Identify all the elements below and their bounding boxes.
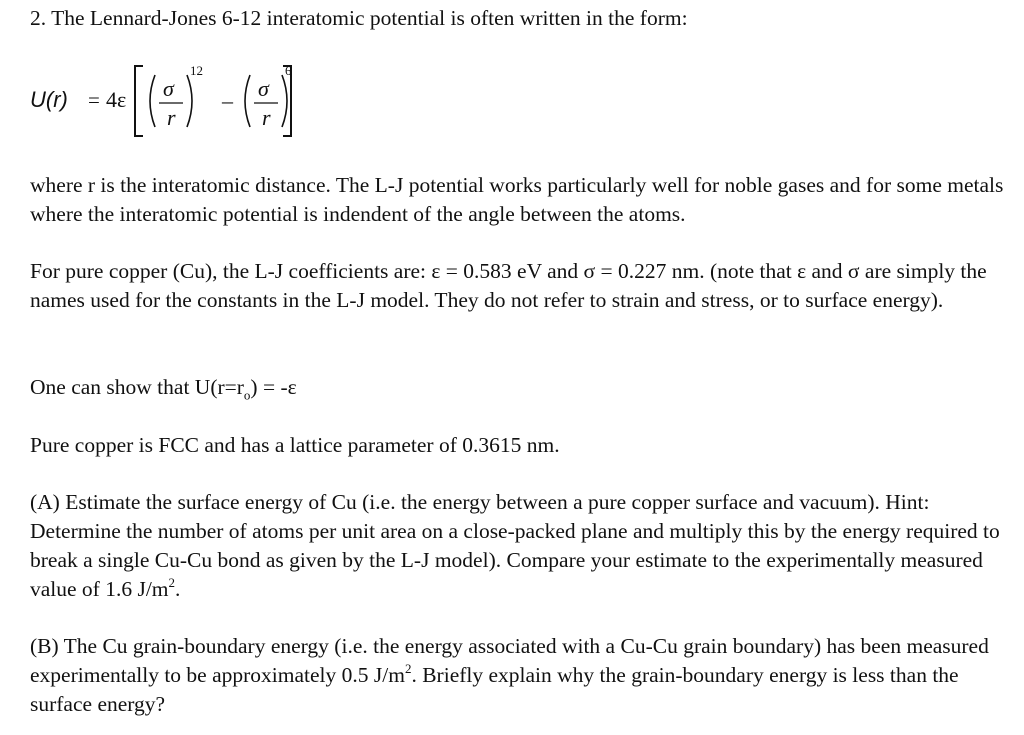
show-suffix: ) = -ε [250, 375, 297, 399]
show-subscript: o [243, 387, 251, 403]
eq-r-2: r [262, 105, 271, 130]
eq-exp-12: 12 [190, 63, 203, 78]
eq-exp-6: 6 [285, 63, 292, 78]
paren-open-2 [245, 75, 250, 127]
part-a-text: (A) Estimate the surface energy of Cu (i.e. the energy between a pure copper surface and vacuum). Hint: Determine the number of atoms per unit area on a close-packed plane and multiply this by the energy required to break a single Cu-Cu bond as given by the L-J model). Compare your estimate to the experimentally measured value of 1.6 J/m [30, 490, 1000, 601]
eq-sigma-2: σ [258, 76, 269, 101]
eq-equals: = [88, 88, 100, 112]
paren-close-1 [187, 75, 192, 127]
paren-close-2 [282, 75, 287, 127]
problem-heading: 2. The Lennard-Jones 6-12 interatomic potential is often written in the form: [30, 6, 688, 30]
eq-lhs: U(r) [30, 87, 68, 112]
show-prefix: One can show that U(r=r [30, 375, 244, 399]
lennard-jones-equation [30, 58, 430, 142]
copper-coefficients-paragraph: For pure copper (Cu), the L-J coefficients are: ε = 0.583 eV and σ = 0.227 nm. (note that ε and σ are simply the names used for the constants in the L-J model. They do not refer to strain and stress, or to surface energy). [30, 259, 987, 312]
part-a-question [30, 488, 1015, 604]
part-a-end: . [175, 577, 181, 601]
part-b-superscript: 2 [404, 660, 412, 676]
eq-r-1: r [167, 105, 176, 130]
part-a-superscript: 2 [168, 574, 176, 590]
equilibrium-statement [30, 373, 1015, 402]
part-b-text-1: (B) The Cu grain-boundary energy (i.e. the energy associated with a Cu-Cu grain boundary) has been measured experimentally to be approximately 0.5 J/m [30, 634, 989, 687]
part-b-text-2: . Briefly explain why the grain-boundary energy is less than the surface energy? [30, 663, 959, 716]
eq-coef: 4ε [106, 87, 127, 112]
equation-graphic [30, 58, 430, 142]
part-b-question [30, 632, 1015, 719]
paren-open-1 [150, 75, 155, 127]
eq-minus: – [222, 88, 233, 113]
fcc-statement: Pure copper is FCC and has a lattice parameter of 0.3615 nm. [30, 433, 560, 457]
left-bracket [135, 66, 143, 136]
definition-paragraph: where r is the interatomic distance. The L-J potential works particularly well for noble gases and for some metals where the interatomic potential is indendent of the angle between the atoms. [30, 173, 1004, 226]
eq-sigma-1: σ [163, 76, 174, 101]
